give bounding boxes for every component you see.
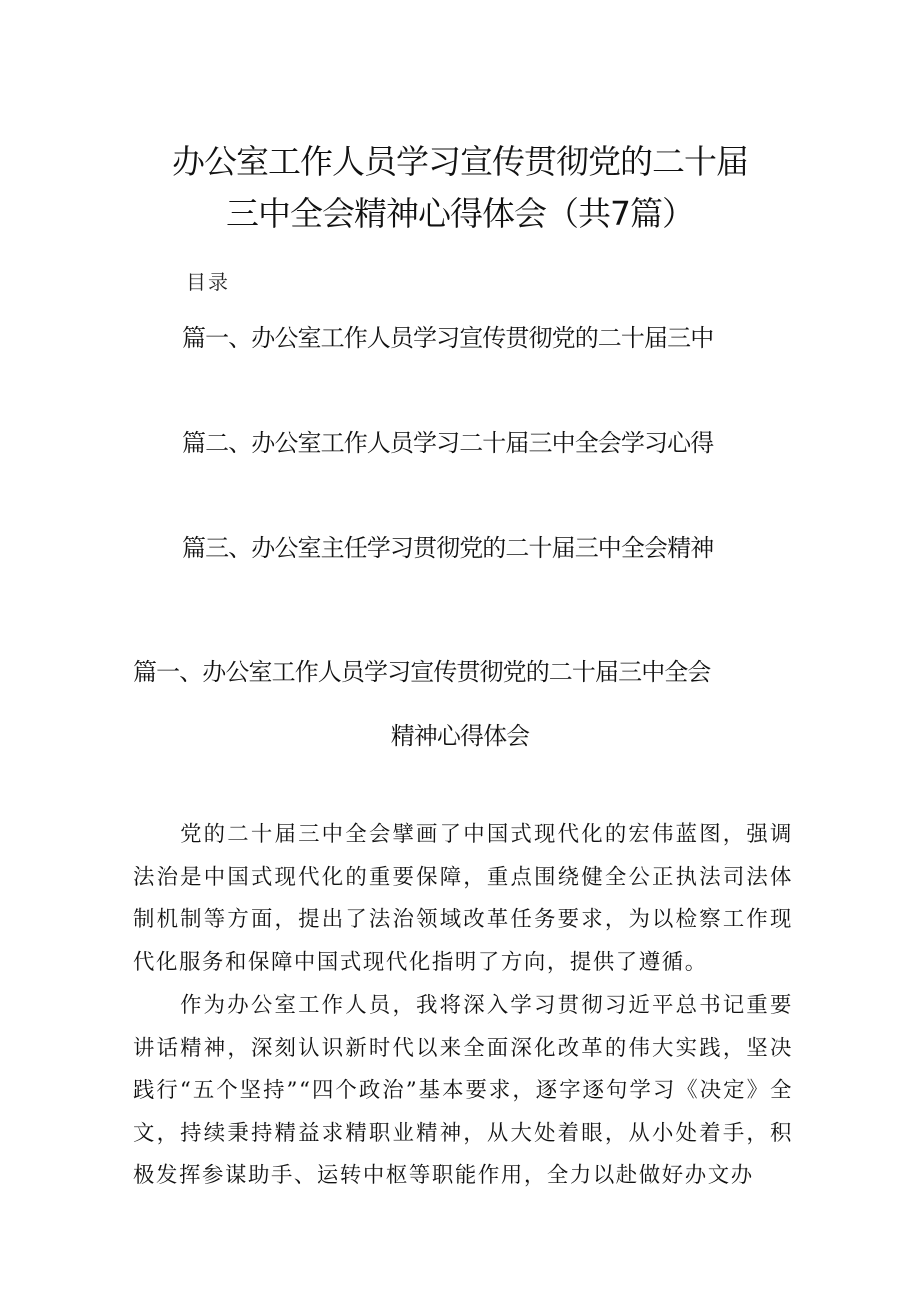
document-title-line-1: 办公室工作人员学习宣传贯彻党的二十届 (172, 142, 748, 181)
toc-item-1[interactable]: 篇一、办公室工作人员学习宣传贯彻党的二十届三中 (182, 324, 714, 352)
toc-item-3[interactable]: 篇三、办公室主任学习贯彻党的二十届三中全会精神 (182, 534, 714, 562)
body-paragraph-2: 作为办公室工作人员，我将深入学习贯彻习近平总书记重要讲话精神，深刻认识新时代以来全面深化改革的伟大实践，坚决践行“五个坚持”“四个政治”基本要求，逐字逐句学习《决定》全文，持续秉持精益求精职业精神，从大处着眼，从小处着手，积极发挥参谋助手、运转中枢等职能作用，全力以赴做好办文办 (133, 993, 793, 1188)
document-title (0, 136, 920, 240)
toc-item-2[interactable]: 篇二、办公室工作人员学习二十届三中全会学习心得 (182, 429, 714, 457)
section-subheading: 精神心得体会 (390, 722, 530, 750)
body-paragraph-1: 党的二十届三中全会擘画了中国式现代化的宏伟蓝图，强调法治是中国式现代化的重要保障，重点围绕健全公正执法司法体制机制等方面，提出了法治领域改革任务要求，为以检察工作现代化服务和保障中国式现代化指明了方向，提供了遵循。 (133, 822, 793, 975)
section-heading: 篇一、办公室工作人员学习宣传贯彻党的二十届三中全会 (133, 658, 711, 686)
toc-label: 目录 (186, 270, 230, 294)
document-title-line-2: 三中全会精神心得体会（共7篇） (226, 194, 694, 233)
